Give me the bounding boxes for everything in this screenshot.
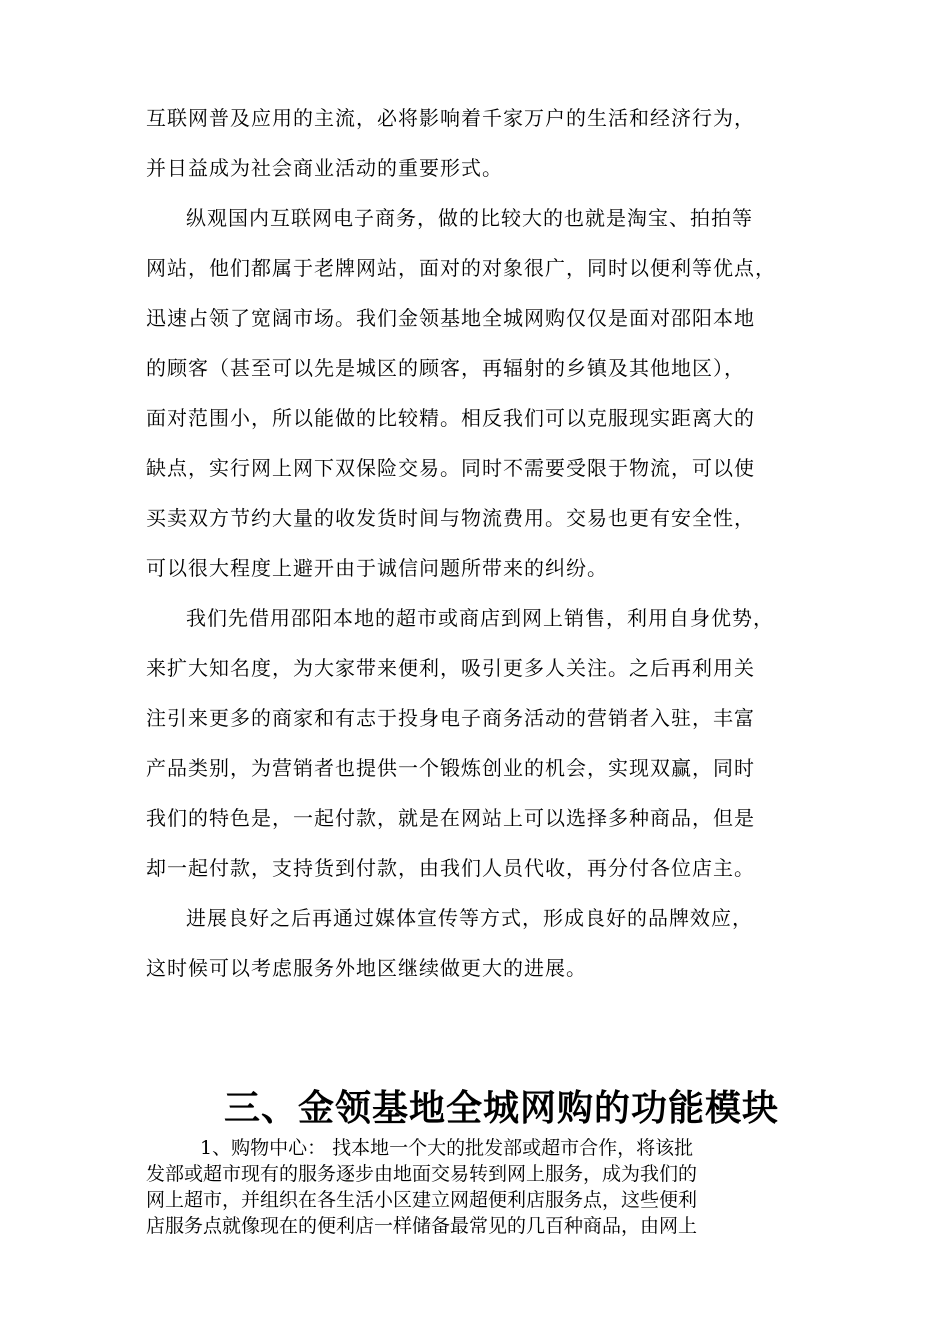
paragraph-line: 面对范围小，所以能做的比较精。相反我们可以克服现实距离大的	[146, 406, 755, 430]
paragraph-line: 可以很大程度上避开由于诚信问题所带来的纠纷。	[146, 556, 608, 580]
section-body-line: 店服务点就像现在的便利店一样储备最常见的几百种商品，由网上	[146, 1215, 698, 1237]
paragraph-line: 迅速占领了宽阔市场。我们金领基地全城网购仅仅是面对邵阳本地	[146, 306, 755, 330]
paragraph-line: 网站，他们都属于老牌网站，面对的对象很广，同时以便利等优点，	[146, 256, 776, 280]
section-body-line: 网上超市，并组织在各生活小区建立网超便利店服务点，这些便利	[146, 1189, 698, 1211]
paragraph-line: 互联网普及应用的主流，必将影响着千家万户的生活和经济行为，	[146, 106, 755, 130]
paragraph-line: 注引来更多的商家和有志于投身电子商务活动的营销者入驻，丰富	[146, 706, 755, 730]
paragraph-line: 并日益成为社会商业活动的重要形式。	[146, 156, 503, 180]
paragraph-line: 进展良好之后再通过媒体宣传等方式，形成良好的品牌效应，	[186, 906, 753, 930]
paragraph-line: 却一起付款，支持货到付款，由我们人员代收，再分付各位店主。	[146, 856, 755, 880]
paragraph-line: 我们的特色是，一起付款，就是在网站上可以选择多种商品，但是	[146, 806, 755, 830]
paragraph-line: 的顾客（甚至可以先是城区的顾客，再辐射的乡镇及其他地区），	[146, 356, 745, 380]
paragraph-line: 我们先借用邵阳本地的超市或商店到网上销售，利用自身优势，	[186, 606, 774, 630]
section-body-line: 发部或超市现有的服务逐步由地面交易转到网上服务，成为我们的	[146, 1163, 698, 1185]
paragraph-line: 产品类别，为营销者也提供一个锻炼创业的机会，实现双赢，同时	[146, 756, 755, 780]
section-heading: 三、金领基地全城网购的功能模块	[224, 1087, 780, 1129]
paragraph-line: 买卖双方节约大量的收发货时间与物流费用。交易也更有安全性，	[146, 506, 755, 530]
paragraph-line: 来扩大知名度，为大家带来便利，吸引更多人关注。之后再利用关	[146, 656, 755, 680]
paragraph-line: 缺点，实行网上网下双保险交易。同时不需要受限于物流，可以使	[146, 456, 755, 480]
section-body-line: 1、购物中心： 找本地一个大的批发部或超市合作，将该批	[200, 1137, 694, 1159]
paragraph-line: 这时候可以考虑服务外地区继续做更大的进展。	[146, 956, 587, 980]
paragraph-line: 纵观国内互联网电子商务，做的比较大的也就是淘宝、拍拍等	[186, 206, 753, 230]
